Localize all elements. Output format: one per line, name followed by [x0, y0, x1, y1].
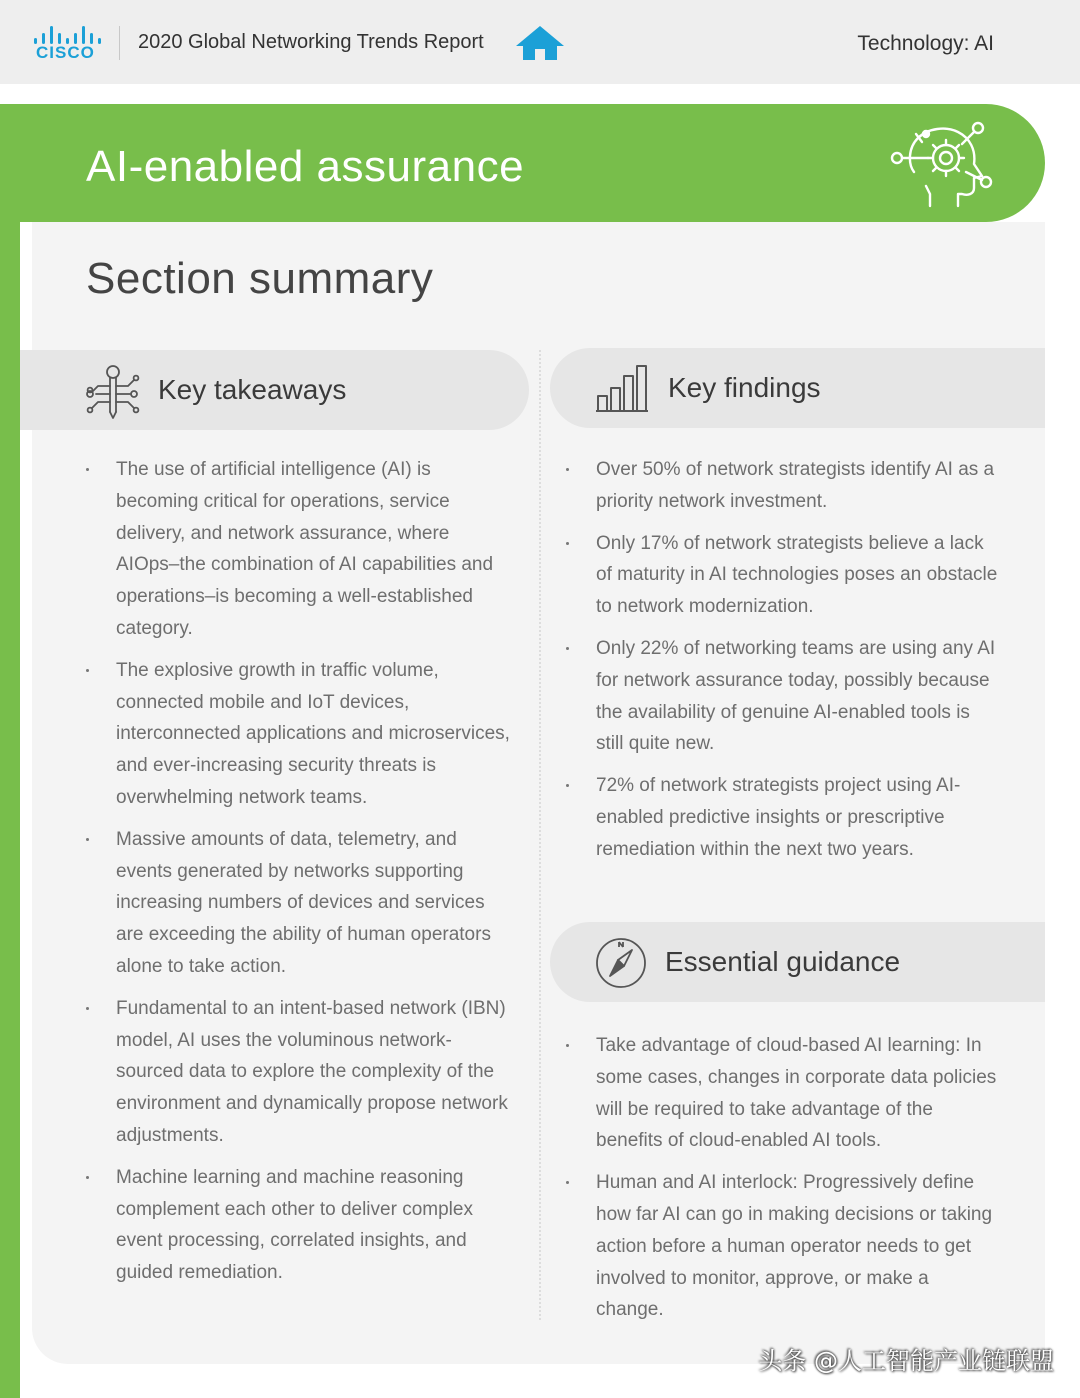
section-banner: [0, 104, 1045, 222]
compass-icon: [594, 936, 648, 990]
banner-title: AI-enabled assurance: [86, 142, 525, 191]
header-divider: [119, 26, 120, 60]
key-findings-header: [550, 348, 1045, 428]
top-bar: [0, 0, 1080, 84]
essential-guidance-heading: Essential guidance: [665, 946, 901, 977]
key-findings-heading: Key findings: [668, 372, 821, 403]
cisco-logo[interactable]: [32, 24, 102, 64]
key-takeaways-list: [86, 454, 510, 1299]
list-item: Only 17% of network strategists believe a lack of maturity in AI technologies poses an obstacle to network modernization.: [566, 528, 998, 623]
list-item: Take advantage of cloud-based AI learning: In some cases, changes in corporate data policies will be required to take advantage of the benefits of cloud-enabled AI tools.: [566, 1030, 998, 1157]
list-item: Fundamental to an intent-based network (IBN) model, AI uses the voluminous network-sourced data to explore the complexity of the environment and dynamically propose network adjustments.: [86, 993, 510, 1152]
ai-head-gear-icon: [886, 114, 998, 214]
list-item: Machine learning and machine reasoning complement each other to deliver complex event processing, correlated insights, and guided remediation.: [86, 1162, 510, 1289]
cisco-wordmark: CISCO: [36, 43, 95, 62]
list-item: Over 50% of network strategists identify AI as a priority network investment.: [566, 454, 998, 518]
list-item: Massive amounts of data, telemetry, and events generated by networks supporting increasing numbers of devices and services are exceeding the ability of human operators alone to take action.: [86, 824, 510, 983]
report-title[interactable]: 2020 Global Networking Trends Report: [138, 31, 484, 53]
key-findings-list: [566, 454, 998, 876]
list-item: The explosive growth in traffic volume, connected mobile and IoT devices, interconnected applications and microservices, and ever-increasing security threats is overwhelming network teams.: [86, 655, 510, 814]
cisco-bars-icon: [32, 24, 102, 44]
bar-chart-icon: [594, 362, 650, 414]
home-icon[interactable]: [514, 24, 566, 62]
category-label: Technology: AI: [857, 32, 994, 55]
key-takeaways-heading: Key takeaways: [158, 374, 347, 405]
list-item: 72% of network strategists project using AI-enabled predictive insights or prescriptive remediation within the next two years.: [566, 770, 998, 865]
section-title: Section summary: [86, 254, 434, 303]
watermark: 头条 @人工智能产业链联盟: [758, 1347, 1054, 1375]
essential-guidance-list: [566, 1030, 998, 1336]
list-item: The use of artificial intelligence (AI) is becoming critical for operations, service delivery, and network assurance, where AIOps–the combination of AI capabilities and operations–is becoming a well-established category.: [86, 454, 510, 645]
key-takeaways-header: [20, 350, 529, 430]
essential-guidance-header: [550, 922, 1045, 1002]
brain-circuit-icon: [84, 360, 144, 422]
list-item: Only 22% of networking teams are using any AI for network assurance today, possibly because the availability of genuine AI-enabled tools is still quite new.: [566, 633, 998, 760]
list-item: Human and AI interlock: Progressively define how far AI can go in making decisions or taking action before a human operator needs to get involved to monitor, approve, or make a change.: [566, 1167, 998, 1326]
green-side-stripe: [0, 104, 20, 1398]
column-divider: [539, 350, 541, 1320]
